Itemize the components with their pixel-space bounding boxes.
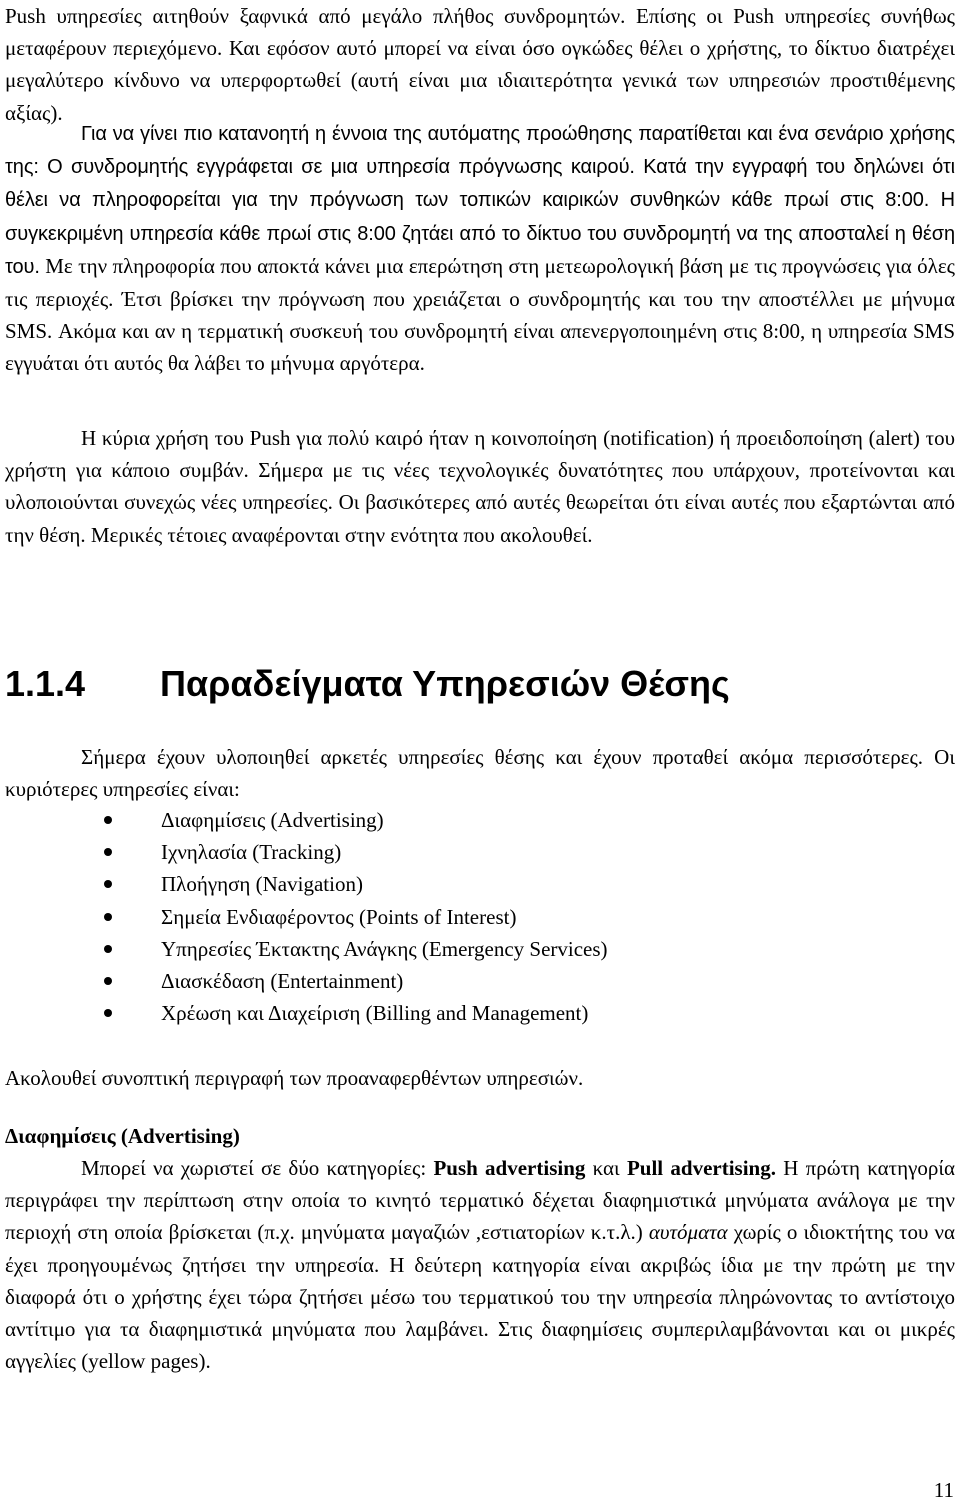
advertising-text: Η πρώτη κατηγορία περιγράφει την περίπτωση στην οποία το κινητό τερματικό δέχεται διαφημιστικά μηνύματα ανάλογα με την περιοχή στη οποία βρίσκεται (π.χ. μηνύματα μαγαζιών ,εστιατορίων κ.τ.λ.)	[5, 1156, 955, 1245]
bullet-icon	[104, 848, 112, 856]
paragraph-intro	[5, 741, 955, 805]
list-item	[0, 965, 960, 997]
section-number: 1.1.4	[5, 663, 86, 704]
paragraph-text: Push υπηρεσίες αιτηθούν ξαφνικά από μεγάλο πλήθος συνδρομητών. Επίσης οι Push υπηρεσίες συνήθως μεταφέρουν περιεχόμενο. Και εφόσον αυτό μπορεί να είναι όσο ογκώδες θέλει ο χρήστης, το δίκτυο διατρέχει μεγαλύτερο κίνδυνο να υπερφορτωθεί (αυτή είναι μια ιδιαιτερότητα γενικά των υπηρεσιών προστιθέμενης αξίας).	[5, 4, 955, 125]
pull-advertising-term: Pull advertising.	[626, 1156, 776, 1180]
list-item	[0, 836, 960, 868]
list-item-text: Σημεία Ενδιαφέροντος (Points of Interest)	[161, 904, 517, 929]
list-item	[0, 804, 960, 836]
paragraph-weather-scenario	[5, 117, 955, 380]
advertising-text: χωρίς ο ιδιοκτήτης του να έχει προηγουμένως ζητήσει την υπηρεσία. Η δεύτερη κατηγορία είναι ακριβώς ίδια με την πρώτη με την διαφορά ότι ο χρήστης έχει τώρα ζητήσει μέσω του τερματικού του την υπηρεσία πληρώνοντας το αντίστοιχο αντίτιμο για τα διαφημιστικά μηνύματα που λαμβάνει. Στις διαφημίσεις συμπεριλαμβάνονται και οι μικρές αγγελίες (yellow pages).	[5, 1220, 955, 1374]
paragraph-push-overload	[5, 0, 955, 129]
list-item	[0, 868, 960, 900]
page-number: 11	[933, 1478, 954, 1502]
advertising-heading: Διαφημίσεις (Advertising)	[5, 1124, 240, 1148]
bullet-icon	[104, 816, 112, 824]
list-item	[0, 933, 960, 965]
list-item	[0, 997, 960, 1029]
bullet-icon	[104, 880, 112, 888]
paragraph-push-usage	[5, 422, 955, 551]
bullet-icon	[104, 977, 112, 985]
paragraph-text	[5, 117, 955, 380]
advertising-text: Μπορεί να χωριστεί σε δύο κατηγορίες:	[81, 1156, 434, 1180]
list-item-text: Χρέωση και Διαχείριση (Billing and Management)	[161, 1001, 589, 1026]
list-item-text: Διασκέδαση (Entertainment)	[161, 968, 404, 993]
push-advertising-term: Push advertising	[433, 1156, 586, 1180]
scenario-text-continued: Με την πληροφορία που αποκτά κάνει μια επερώτηση στη μετεωρολογική βάση με τις προγνώσεις για όλες τις περιοχές. Έτσι βρίσκει την πρόγνωση που χρειάζεται ο συνδρομητής και του την αποστέλλει με μήνυμα SMS. Ακόμα και αν η τερματική συσκευή του συνδρομητή είναι απενεργοποιημένη στις 8:00, η υπηρεσία SMS εγγυάται ότι αυτός θα λάβει το μήνυμα αργότερα.	[5, 253, 955, 376]
paragraph-advertising	[5, 1152, 955, 1377]
list-item	[0, 901, 960, 933]
paragraph-text: Η κύρια χρήση του Push για πολύ καιρό ήταν η κοινοποίηση (notification) ή προειδοποίηση (alert) του χρήστη για κάποιο συμβάν. Σήμερα με τις νέες τεχνολογικές δυνατότητες που υπάρχουν, προτείνονται και υλοποιούνται συνεχώς νέες υπηρεσίες. Οι βασικότερες από αυτές θεωρείται ότι είναι αυτές που εξαρτώνται από την θέση. Μερικές τέτοιες αναφέρονται στην ενότητα που ακολουθεί.	[5, 426, 955, 547]
paragraph-text	[5, 1152, 955, 1377]
section-title: Παραδείγματα Υπηρεσιών Θέσης	[160, 663, 730, 704]
list-item-text: Υπηρεσίες Έκτακτης Ανάγκης (Emergency Services)	[161, 936, 608, 961]
bullet-icon	[104, 913, 112, 921]
paragraph-text: Σήμερα έχουν υλοποιηθεί αρκετές υπηρεσίες θέσης και έχουν προταθεί ακόμα περισσότερες. Οι κυριότερες υπηρεσίες είναι:	[5, 745, 955, 802]
list-item-text: Πλοήγηση (Navigation)	[161, 872, 363, 897]
scenario-text: Για να γίνει πιο κατανοητή η έννοια της αυτόματης προώθησης παρατίθεται και ένα σενάριο χρήσης της: Ο συνδρομητής εγγράφεται σε μια υπηρεσία πρόγνωσης καιρού. Κατά την εγγραφή του δηλώνει ότι θέλει να πληροφορείται για την πρόγνωση των τοπικών καιρικών συνθηκών κάθε πρωί στις 8:00. Η συγκεκριμένη υπηρεσία κάθε πρωί στις 8:00 ζητάει από το δίκτυο του συνδρομητή να της αποσταλεί η θέση του.	[5, 123, 955, 278]
section-heading	[5, 662, 955, 706]
paragraph-text: Ακολουθεί συνοπτική περιγραφή των προαναφερθέντων υπηρεσιών.	[5, 1066, 584, 1090]
advertising-text: και	[585, 1156, 627, 1180]
list-item-text: Ιχνηλασία (Tracking)	[161, 840, 342, 865]
list-item-text: Διαφημίσεις (Advertising)	[161, 808, 384, 832]
services-list	[0, 804, 960, 1029]
paragraph-summary	[5, 1062, 955, 1094]
automatic-term: αυτόματα	[648, 1220, 728, 1245]
bullet-icon	[104, 1009, 112, 1017]
bullet-icon	[104, 945, 112, 953]
